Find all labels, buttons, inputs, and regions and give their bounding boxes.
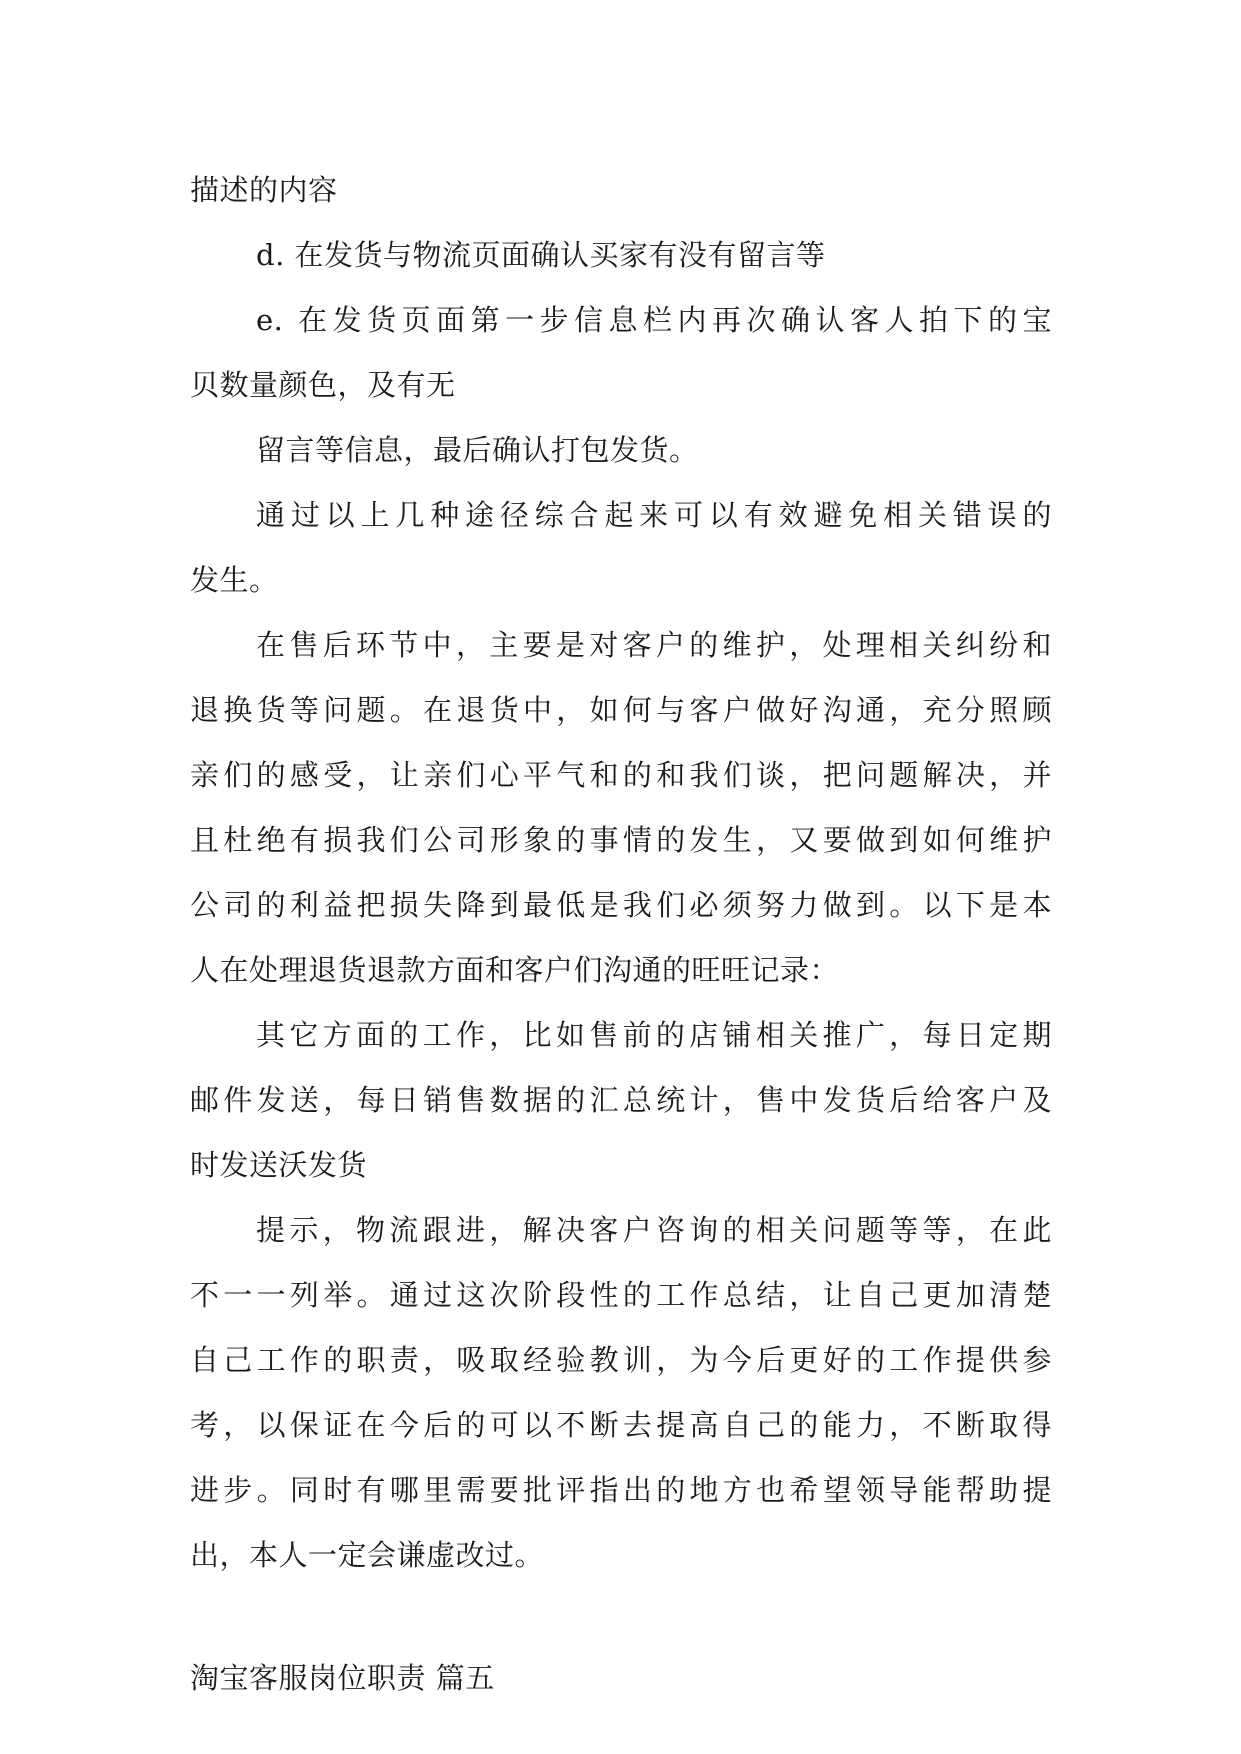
paragraph-line: 提示，物流跟进，解决客户咨询的相关问题等等，在此 — [256, 1213, 1052, 1247]
list-item-e: e. 在发货页面第一步信息栏内再次确认客人拍下的宝 — [256, 303, 1052, 337]
paragraph-line: 退换货等问题。在退货中，如何与客户做好沟通，充分照顾 — [190, 693, 1052, 727]
text-line: 描述的内容 — [190, 173, 338, 207]
document-page — [190, 158, 1052, 1711]
paragraph-line: 且杜绝有损我们公司形象的事情的发生，又要做到如何维护 — [190, 823, 1052, 857]
section-heading: 淘宝客服岗位职责 篇五 — [190, 1661, 495, 1695]
paragraph-line: 自己工作的职责，吸取经验教训，为今后更好的工作提供参 — [190, 1343, 1052, 1377]
paragraph-line: 其它方面的工作，比如售前的店铺相关推广，每日定期 — [256, 1018, 1052, 1052]
paragraph-line: 时发送沃发货 — [190, 1148, 368, 1182]
paragraph-line: 进步。同时有哪里需要批评指出的地方也希望领导能帮助提 — [190, 1473, 1052, 1507]
text-line: 贝数量颜色，及有无 — [190, 368, 456, 402]
section-gap — [190, 1588, 1052, 1646]
paragraph-line: 公司的利益把损失降到最低是我们必须努力做到。以下是本 — [190, 888, 1052, 922]
paragraph-line: 通过以上几种途径综合起来可以有效避免相关错误的 — [256, 498, 1052, 532]
paragraph-line: 发生。 — [190, 563, 279, 597]
paragraph-line: 亲们的感受，让亲们心平气和的和我们谈，把问题解决，并 — [190, 758, 1052, 792]
paragraph-line: 邮件发送，每日销售数据的汇总统计，售中发货后给客户及 — [190, 1083, 1052, 1117]
paragraph-line: 不一一列举。通过这次阶段性的工作总结，让自己更加清楚 — [190, 1278, 1052, 1312]
paragraph-line: 在售后环节中，主要是对客户的维护，处理相关纠纷和 — [256, 628, 1052, 662]
paragraph-line: 考，以保证在今后的可以不断去提高自己的能力，不断取得 — [190, 1408, 1052, 1442]
paragraph-line: 人在处理退货退款方面和客户们沟通的旺旺记录： — [190, 953, 840, 987]
paragraph-line: 出，本人一定会谦虚改过。 — [190, 1538, 545, 1572]
text-line: 留言等信息，最后确认打包发货。 — [256, 433, 699, 467]
list-item-d: d. 在发货与物流页面确认买家有没有留言等 — [256, 238, 826, 272]
